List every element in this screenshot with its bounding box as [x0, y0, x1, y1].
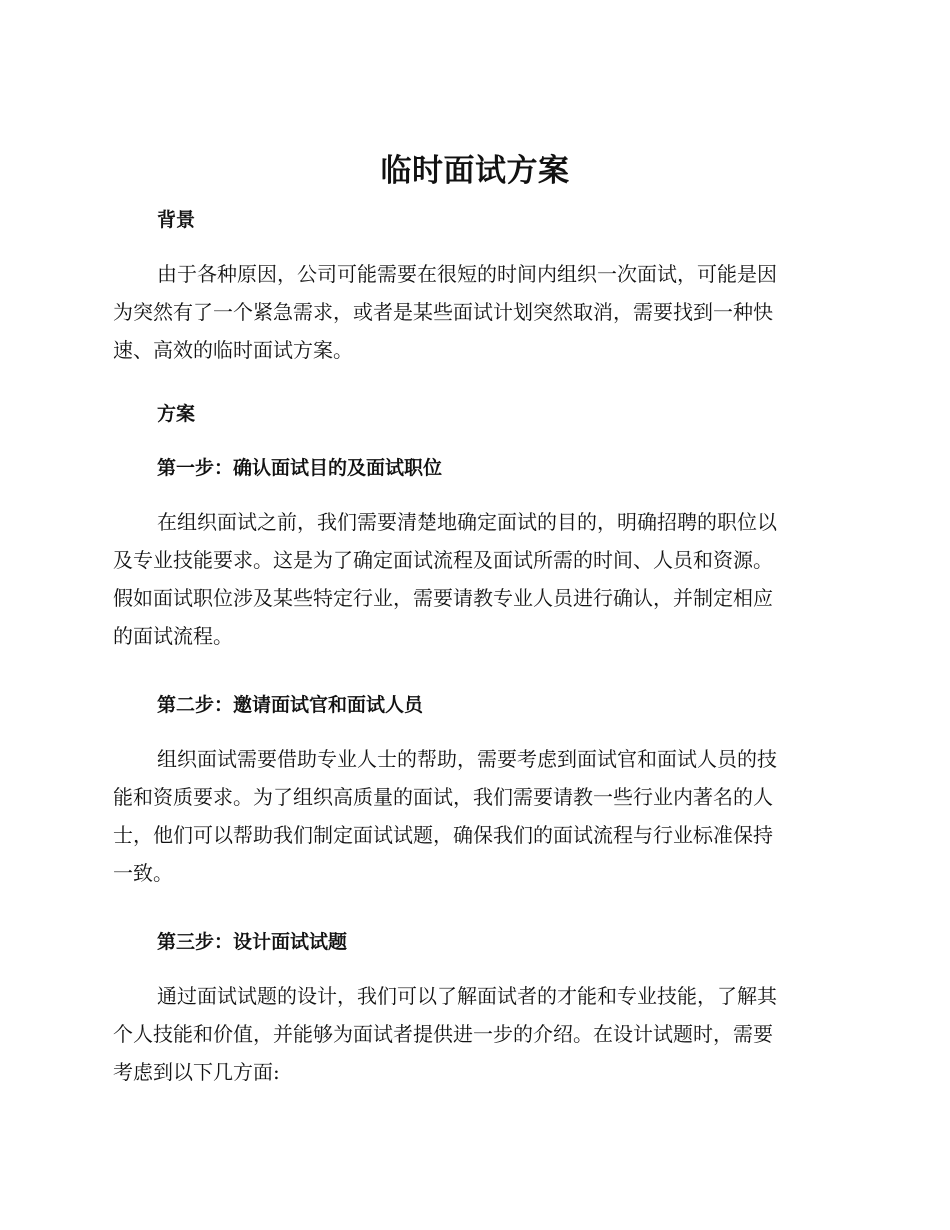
step2-heading: 第二步：邀请面试官和面试人员	[157, 694, 424, 716]
paragraph-line: 及专业技能要求。这是为了确定面试流程及面试所需的时间、人员和资源。	[113, 548, 773, 572]
paragraph-line: 通过面试试题的设计，我们可以了解面试者的才能和专业技能，了解其	[157, 984, 777, 1008]
step3-paragraph	[113, 977, 833, 1091]
paragraph-line: 的面试流程。	[113, 624, 233, 648]
step2-paragraph	[113, 740, 833, 892]
paragraph-line: 士，他们可以帮助我们制定面试试题，确保我们的面试流程与行业标准保持	[113, 823, 773, 847]
step1-heading: 第一步：确认面试目的及面试职位	[157, 457, 443, 479]
background-paragraph	[113, 255, 833, 369]
plan-heading: 方案	[157, 403, 196, 425]
paragraph-line: 为突然有了一个紧急需求，或者是某些面试计划突然取消，需要找到一种快	[113, 300, 773, 324]
paragraph-line: 一致。	[113, 861, 173, 885]
document-title: 临时面试方案	[380, 153, 570, 189]
paragraph-line: 能和资质要求。为了组织高质量的面试，我们需要请教一些行业内著名的人	[113, 785, 773, 809]
paragraph-line: 组织面试需要借助专业人士的帮助，需要考虑到面试官和面试人员的技	[157, 747, 777, 771]
paragraph-line: 考虑到以下几方面:	[113, 1060, 280, 1084]
paragraph-line: 个人技能和价值，并能够为面试者提供进一步的介绍。在设计试题时，需要	[113, 1022, 773, 1046]
step3-heading: 第三步：设计面试试题	[157, 931, 348, 953]
paragraph-line: 由于各种原因，公司可能需要在很短的时间内组织一次面试，可能是因	[157, 262, 777, 286]
background-heading: 背景	[157, 209, 196, 231]
step1-paragraph	[113, 503, 833, 655]
paragraph-line: 假如面试职位涉及某些特定行业，需要请教专业人员进行确认，并制定相应	[113, 586, 773, 610]
paragraph-line: 速、高效的临时面试方案。	[113, 338, 353, 362]
paragraph-line: 在组织面试之前，我们需要清楚地确定面试的目的，明确招聘的职位以	[157, 510, 777, 534]
